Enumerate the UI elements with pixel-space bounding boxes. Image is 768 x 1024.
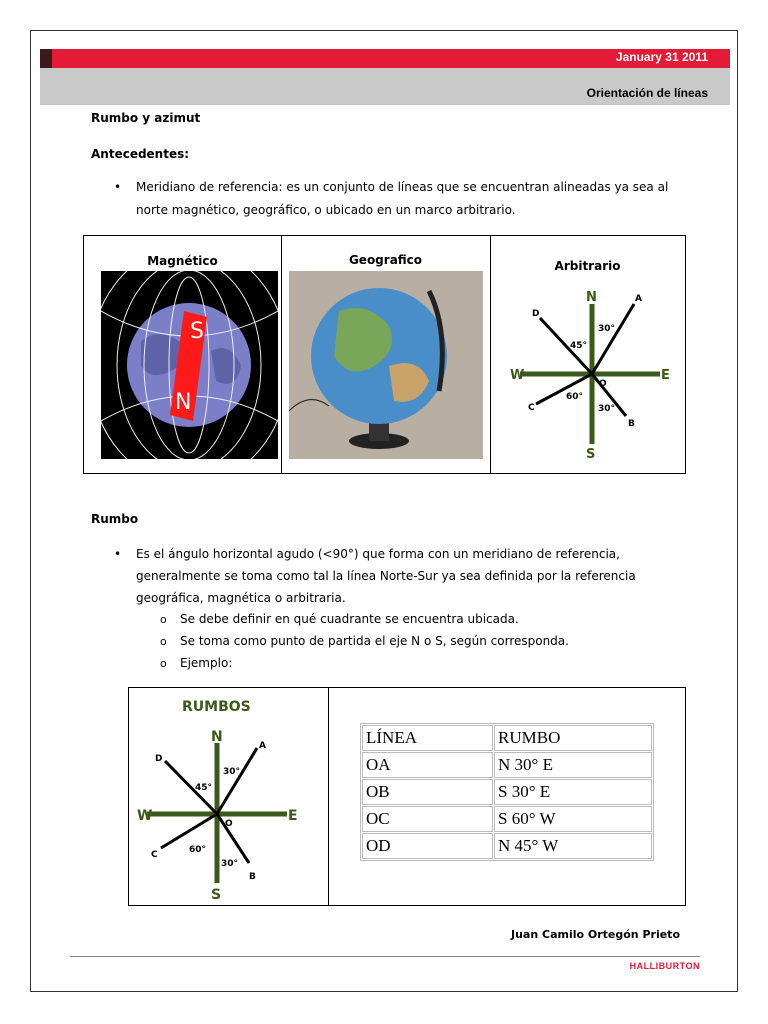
header-dark-tab — [40, 49, 52, 68]
table-cell: OA — [362, 752, 493, 778]
bullet-dot: • — [114, 180, 122, 194]
north-label: N — [211, 729, 223, 745]
table-header-cell: LÍNEA — [362, 725, 493, 751]
example-table-divider — [328, 688, 329, 905]
figure-cell-magnetic — [84, 236, 282, 473]
south-label: S — [211, 887, 222, 903]
table-header-cell: RUMBO — [494, 725, 652, 751]
figure-label: Geografico — [348, 253, 423, 267]
figures-table — [83, 235, 686, 474]
angle-sc-label: 60° — [566, 392, 584, 402]
section-heading: Rumbo y azimut — [91, 111, 201, 125]
table-cell: OD — [362, 833, 493, 859]
point-d-label: D — [155, 754, 163, 764]
south-label: S — [586, 447, 596, 461]
table-cell: OC — [362, 806, 493, 832]
bullet-text-line: norte magnético, geográfico, o ubicado en un marco arbitrario. — [136, 203, 516, 217]
angle-nd-label: 45° — [195, 783, 213, 793]
bullet-text-line: geográfica, magnética o arbitraria. — [136, 591, 346, 605]
origin-label: O — [599, 379, 607, 389]
table-cell: S 60° W — [494, 806, 652, 832]
east-label: E — [661, 368, 670, 383]
figure-cell-arbitrary — [490, 236, 685, 473]
angle-sc-label: 60° — [189, 845, 207, 855]
header-date: January 31 2011 — [615, 50, 708, 64]
table-header-row — [362, 725, 652, 751]
point-d-label: D — [532, 309, 540, 319]
magnetic-earth-image — [101, 271, 278, 459]
origin-label: O — [225, 819, 233, 829]
point-a-label: A — [259, 741, 266, 751]
table-cell: S 30° E — [494, 779, 652, 805]
diagram-title: RUMBOS — [182, 699, 251, 715]
footer-divider — [70, 956, 700, 957]
magnet-s-label: S — [190, 319, 204, 344]
sub-bullet-circle: o — [160, 635, 167, 648]
globe-image — [289, 271, 483, 459]
sub-bullet-text: Se toma como punto de partida el eje N o S, según corresponda. — [180, 634, 569, 648]
point-b-label: B — [628, 419, 635, 429]
sub-bullet-circle: o — [160, 657, 167, 670]
bullet-dot: • — [114, 547, 122, 561]
sub-bullet-text: Ejemplo: — [180, 656, 233, 670]
figure-label: Arbitrario — [554, 259, 621, 273]
point-a-label: A — [635, 294, 642, 304]
section-subheading: Antecedentes: — [91, 147, 190, 161]
bullet-text-line: Meridiano de referencia: es un conjunto de líneas que se encuentran alineadas ya sea al — [136, 180, 669, 194]
rumbos-diagram — [137, 693, 317, 903]
bullet-text-line: Es el ángulo horizontal agudo (<90°) que forma con un meridiano de referencia, — [136, 547, 620, 561]
sub-bullet-circle: o — [160, 613, 167, 626]
table-row — [362, 806, 652, 832]
point-c-label: C — [151, 850, 158, 860]
arbitrary-rumbos-diagram — [510, 286, 670, 461]
table-cell: N 30° E — [494, 752, 652, 778]
figure-cell-geographic — [281, 236, 491, 473]
west-label: W — [510, 368, 525, 383]
point-b-label: B — [249, 872, 256, 882]
north-label: N — [586, 290, 597, 305]
angle-na-label: 30° — [598, 324, 616, 334]
table-cell: OB — [362, 779, 493, 805]
magnet-n-label: N — [175, 390, 192, 415]
angle-nd-label: 45° — [570, 341, 588, 351]
table-cell: N 45° W — [494, 833, 652, 859]
bullet-text-line: generalmente se toma como tal la línea Norte-Sur ya sea definida por la referencia — [136, 569, 636, 583]
rumbo-table — [360, 723, 654, 861]
angle-sb-label: 30° — [221, 859, 239, 869]
author-name: Juan Camilo Ortegón Prieto — [510, 928, 680, 941]
east-label: E — [288, 808, 298, 824]
header-title: Orientación de líneas — [586, 86, 708, 100]
angle-sb-label: 30° — [598, 404, 616, 414]
sub-bullet-text: Se debe definir en qué cuadrante se encuentra ubicada. — [180, 612, 519, 626]
point-c-label: C — [528, 403, 535, 413]
halliburton-logo: HALLIBURTON — [629, 961, 700, 971]
angle-na-label: 30° — [223, 767, 241, 777]
figure-label: Magnético — [147, 254, 218, 268]
section-heading: Rumbo — [91, 512, 139, 526]
table-row — [362, 833, 652, 859]
table-row — [362, 752, 652, 778]
west-label: W — [137, 808, 153, 824]
table-row — [362, 779, 652, 805]
